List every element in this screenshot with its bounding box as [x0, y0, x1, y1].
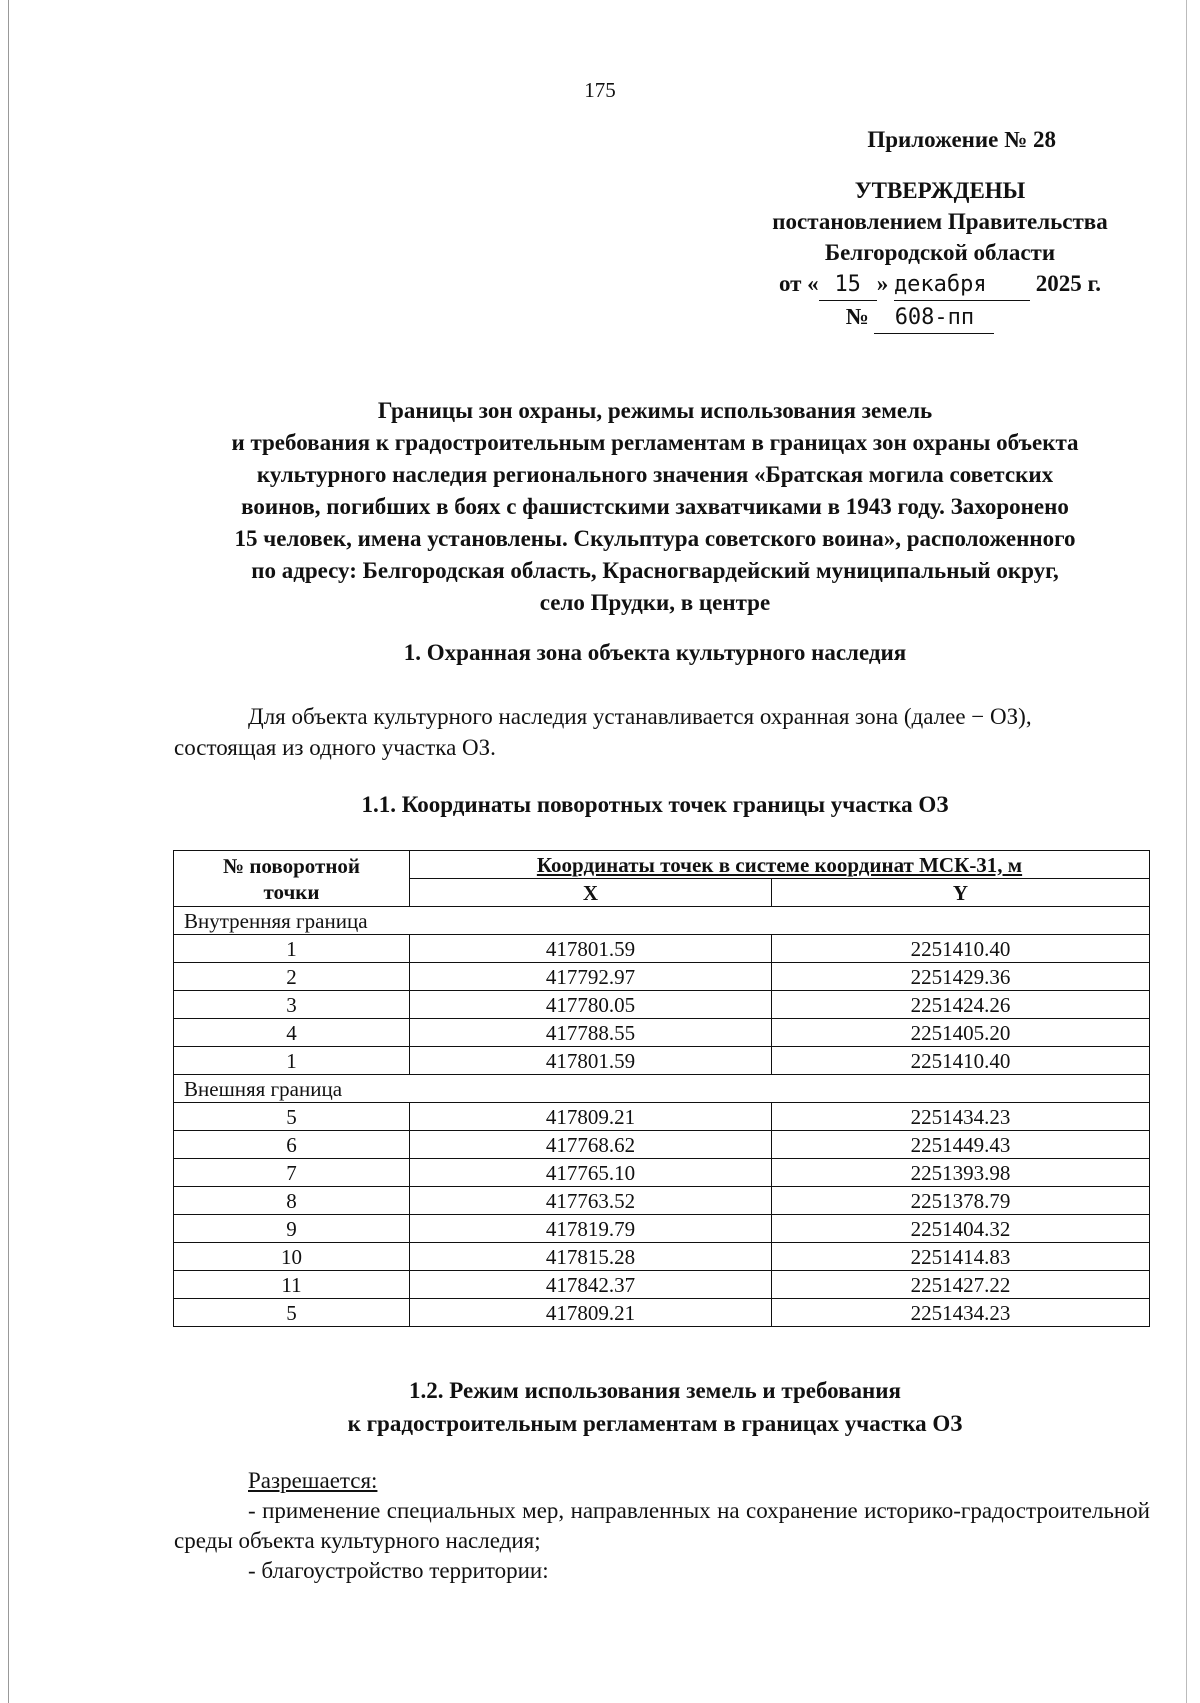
title-line: село Прудки, в центре: [539, 590, 771, 615]
point-number: 7: [174, 1159, 410, 1187]
point-number: 6: [174, 1131, 410, 1159]
x-coordinate: 417819.79: [410, 1215, 772, 1243]
table-row: [174, 1047, 1150, 1075]
y-coordinate: 2251393.98: [772, 1159, 1150, 1187]
y-coordinate: 2251405.20: [772, 1019, 1150, 1047]
y-coordinate: 2251414.83: [772, 1243, 1150, 1271]
section-1-heading: 1. Охранная зона объекта культурного наследия: [403, 640, 907, 665]
table-row: [174, 1103, 1150, 1131]
heading-line: к градостроительным регламентам в границах участка ОЗ: [347, 1411, 963, 1436]
point-number: 5: [174, 1103, 410, 1131]
table-row: [174, 1215, 1150, 1243]
y-coordinate: 2251429.36: [772, 963, 1150, 991]
scan-edge-line: [1186, 0, 1187, 1703]
table-row: [174, 1187, 1150, 1215]
appendix-label: Приложение № 28: [867, 127, 1056, 152]
point-number: 3: [174, 991, 410, 1019]
y-coordinate: 2251449.43: [772, 1131, 1150, 1159]
table-row: [174, 1159, 1150, 1187]
title-line: воинов, погибших в боях с фашистскими захватчиками в 1943 году. Захоронено: [241, 494, 1069, 519]
section-1-2-heading: [160, 1374, 1150, 1440]
table-row: [174, 1019, 1150, 1047]
point-number: 10: [174, 1243, 410, 1271]
header-point-label: № поворотной точки: [222, 853, 361, 904]
group-label-outer: Внешняя граница: [174, 1075, 1150, 1103]
header-point-number: [174, 851, 410, 907]
title-line: Границы зон охраны, режимы использования земель: [377, 398, 933, 423]
x-coordinate: 417765.10: [410, 1159, 772, 1187]
group-row: [174, 907, 1150, 935]
table-row: [174, 1131, 1150, 1159]
table-row: [174, 1243, 1150, 1271]
x-coordinate: 417815.28: [410, 1243, 772, 1271]
y-coordinate: 2251424.26: [772, 991, 1150, 1019]
x-coordinate: 417801.59: [410, 935, 772, 963]
y-coordinate: 2251410.40: [772, 935, 1150, 963]
table-row: [174, 935, 1150, 963]
table-row: [174, 991, 1150, 1019]
point-number: 9: [174, 1215, 410, 1243]
point-number: 2: [174, 963, 410, 991]
point-number: 4: [174, 1019, 410, 1047]
approved-heading: УТВЕРЖДЕНЫ: [854, 178, 1026, 203]
number-prefix: №: [845, 304, 869, 329]
point-number: 1: [174, 935, 410, 963]
y-coordinate: 2251434.23: [772, 1299, 1150, 1327]
approval-number: [740, 301, 1140, 334]
header-coordinates: Координаты точек в системе координат МСК-31, м: [410, 851, 1150, 879]
header-x: X: [410, 879, 772, 907]
table-row: [174, 1299, 1150, 1327]
y-coordinate: 2251378.79: [772, 1187, 1150, 1215]
x-coordinate: 417809.21: [410, 1103, 772, 1131]
page-number: 175: [584, 78, 616, 102]
paragraph-line: состоящая из одного участка ОЗ.: [174, 735, 496, 760]
y-coordinate: 2251434.23: [772, 1103, 1150, 1131]
coordinates-body: [174, 907, 1150, 1327]
scan-edge-line: [8, 0, 9, 1703]
date-mid: »: [876, 271, 889, 296]
allowed-item: - применение специальных мер, направленных на сохранение историко-градостроительной среды объекта культурного наследия;: [174, 1498, 1150, 1553]
point-number: 5: [174, 1299, 410, 1327]
title-line: 15 человек, имена установлены. Скульптура советского воина», расположенного: [234, 526, 1076, 551]
x-coordinate: 417780.05: [410, 991, 772, 1019]
point-number: 1: [174, 1047, 410, 1075]
point-number: 8: [174, 1187, 410, 1215]
x-coordinate: 417763.52: [410, 1187, 772, 1215]
heading-line: 1.2. Режим использования земель и требования: [409, 1378, 901, 1403]
document-title: [160, 395, 1150, 619]
title-line: культурного наследия регионального значения «Братская могила советских: [256, 462, 1054, 487]
y-coordinate: 2251427.22: [772, 1271, 1150, 1299]
group-row: [174, 1075, 1150, 1103]
approval-block: [740, 124, 1140, 334]
y-coordinate: 2251410.40: [772, 1047, 1150, 1075]
x-coordinate: 417768.62: [410, 1131, 772, 1159]
title-line: и требования к градостроительным регламентам в границах зон охраны объекта: [231, 430, 1079, 455]
point-number: 11: [174, 1271, 410, 1299]
approval-line-2: Белгородской области: [824, 240, 1056, 265]
table-row: [174, 1271, 1150, 1299]
coordinates-table: [173, 850, 1150, 1327]
date-prefix: от «: [778, 271, 819, 296]
x-coordinate: 417801.59: [410, 1047, 772, 1075]
date-day: 15: [819, 269, 877, 301]
table-row: [174, 963, 1150, 991]
approval-date: [740, 268, 1140, 301]
header-y: Y: [772, 879, 1150, 907]
x-coordinate: 417842.37: [410, 1271, 772, 1299]
approval-line-1: постановлением Правительства: [772, 209, 1108, 234]
section-1-paragraph: [174, 701, 1150, 763]
paragraph-line: Для объекта культурного наследия устанавливается охранная зона (далее − ОЗ),: [248, 704, 1032, 729]
allowed-section: [174, 1466, 1150, 1586]
decree-number: 608-пп: [874, 302, 994, 334]
date-year: 2025 г.: [1035, 271, 1102, 296]
allowed-label: Разрешается:: [248, 1468, 378, 1493]
section-1-1-heading: 1.1. Координаты поворотных точек границы участка ОЗ: [361, 792, 949, 817]
x-coordinate: 417792.97: [410, 963, 772, 991]
allowed-item: - благоустройство территории:: [248, 1558, 549, 1583]
title-line: по адресу: Белгородская область, Красногвардейский муниципальный округ,: [251, 558, 1059, 583]
x-coordinate: 417788.55: [410, 1019, 772, 1047]
y-coordinate: 2251404.32: [772, 1215, 1150, 1243]
group-label-inner: Внутренняя граница: [174, 907, 1150, 935]
x-coordinate: 417809.21: [410, 1299, 772, 1327]
date-month: декабря: [894, 269, 1030, 301]
